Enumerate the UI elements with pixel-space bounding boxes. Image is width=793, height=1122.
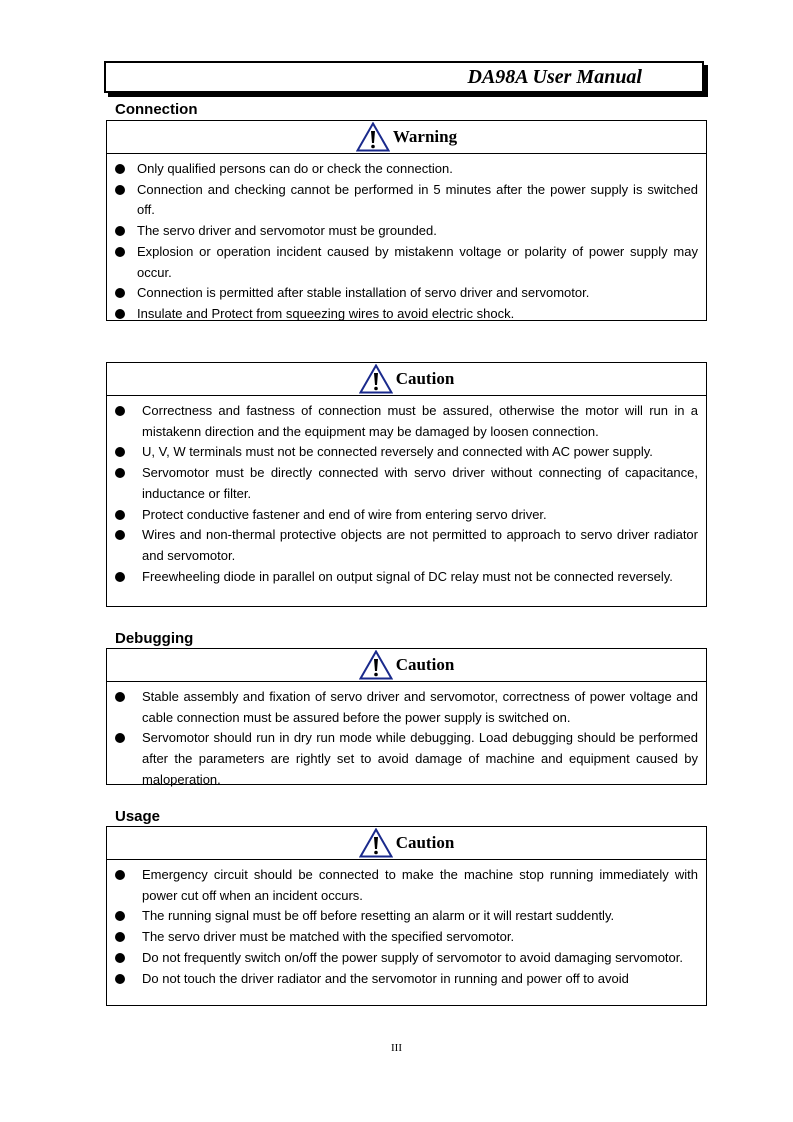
list-item: Stable assembly and fixation of servo driver and servomotor, correctness of power voltage and cable connection must be assured before the power supply is switched on. xyxy=(107,687,698,728)
caution-list xyxy=(107,682,706,791)
section-title-usage: Usage xyxy=(115,808,161,825)
list-item: Freewheeling diode in parallel on output signal of DC relay must not be connected reversely. xyxy=(107,567,698,588)
connection-warning-box xyxy=(106,120,707,321)
caution-triangle-icon xyxy=(359,650,393,680)
list-item: Do not touch the driver radiator and the servomotor in running and power off to avoid xyxy=(107,969,698,990)
usage-caution-box xyxy=(106,826,707,1006)
list-item: Servomotor must be directly connected with servo driver without connecting of capacitance, inductance or filter. xyxy=(107,463,698,504)
caution-triangle-icon xyxy=(359,828,393,858)
list-item: Wires and non-thermal protective objects are not permitted to approach to servo driver radiator and servomotor. xyxy=(107,525,698,566)
section-title-debugging: Debugging xyxy=(115,630,194,647)
list-item: Connection and checking cannot be performed in 5 minutes after the power supply is switched off. xyxy=(107,180,698,221)
page-number: III xyxy=(391,1042,402,1054)
list-item: Explosion or operation incident caused by mistakenn voltage or polarity of power supply may occur. xyxy=(107,242,698,283)
caution-triangle-icon xyxy=(359,364,393,394)
box-header xyxy=(107,649,706,682)
list-item: Insulate and Protect from squeezing wires to avoid electric shock. xyxy=(107,304,698,325)
caution-label: Caution xyxy=(395,833,455,852)
list-item: The servo driver must be matched with the specified servomotor. xyxy=(107,927,698,948)
caution-list xyxy=(107,860,706,989)
list-item: Servomotor should run in dry run mode while debugging. Load debugging should be performed after the parameters are rightly set to avoid damage of machine and equipment caused by maloperation. xyxy=(107,728,698,790)
box-header xyxy=(107,827,706,860)
page-header xyxy=(104,61,704,93)
section-title-connection: Connection xyxy=(115,101,198,118)
box-header xyxy=(107,121,706,154)
warning-label: Warning xyxy=(392,127,458,146)
list-item: The running signal must be off before resetting an alarm or it will restart suddently. xyxy=(107,906,698,927)
debugging-caution-box xyxy=(106,648,707,785)
list-item: Do not frequently switch on/off the power supply of servomotor to avoid damaging servomotor. xyxy=(107,948,698,969)
list-item: Emergency circuit should be connected to make the machine stop running immediately with power cut off when an incident occurs. xyxy=(107,865,698,906)
warning-list xyxy=(107,154,706,325)
box-header xyxy=(107,363,706,396)
caution-label: Caution xyxy=(395,369,455,388)
list-item: Only qualified persons can do or check the connection. xyxy=(107,159,698,180)
manual-title: DA98A User Manual xyxy=(467,66,642,88)
warning-triangle-icon xyxy=(356,122,390,152)
caution-list xyxy=(107,396,706,587)
list-item: Connection is permitted after stable installation of servo driver and servomotor. xyxy=(107,283,698,304)
list-item: The servo driver and servomotor must be grounded. xyxy=(107,221,698,242)
list-item: Correctness and fastness of connection must be assured, otherwise the motor will run in a mistakenn direction and the equipment may be damaged by loosen connection. xyxy=(107,401,698,442)
connection-caution-box xyxy=(106,362,707,607)
list-item: U, V, W terminals must not be connected reversely and connected with AC power supply. xyxy=(107,442,698,463)
list-item: Protect conductive fastener and end of wire from entering servo driver. xyxy=(107,505,698,526)
caution-label: Caution xyxy=(395,655,455,674)
